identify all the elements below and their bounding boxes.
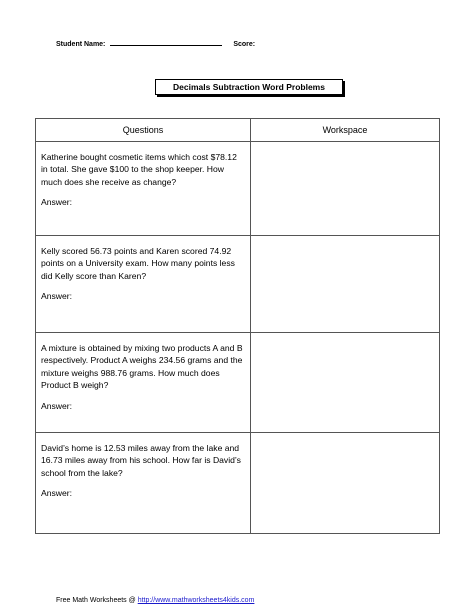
- workspace-cell[interactable]: [251, 333, 440, 433]
- question-row: [36, 333, 440, 433]
- question-text: A mixture is obtained by mixing two products A and B respectively. Product A weighs 234.56 grams and the mixture weighs 988.76 grams. How much does Product B weigh?: [41, 343, 243, 391]
- answer-label: Answer:: [41, 400, 73, 411]
- question-cell: [36, 236, 251, 333]
- worksheet-title: Decimals Subtraction Word Problems: [155, 79, 343, 95]
- question-cell: [36, 433, 251, 534]
- score-label: Score:: [233, 41, 256, 48]
- student-info-line: [56, 39, 255, 48]
- workspace-cell[interactable]: [251, 236, 440, 333]
- questions-column-header: Questions: [36, 119, 251, 142]
- answer-label: Answer:: [41, 291, 73, 302]
- question-cell: [36, 142, 251, 236]
- workspace-cell[interactable]: [251, 433, 440, 534]
- question-row: [36, 236, 440, 333]
- workspace-column-header: Workspace: [251, 119, 440, 142]
- question-text: David’s home is 12.53 miles away from the lake and 16.73 miles away from his school. How far is David’s school from the lake?: [41, 443, 241, 478]
- student-name-blank[interactable]: [110, 39, 222, 46]
- worksheet-table: [35, 118, 440, 534]
- question-row: [36, 433, 440, 534]
- question-text: Katherine bought cosmetic items which cost $78.12 in total. She gave $100 to the shop keeper. How much does she receive as change?: [41, 152, 237, 187]
- question-cell: [36, 333, 251, 433]
- footer-prefix: Free Math Worksheets @: [56, 597, 136, 604]
- question-row: [36, 142, 440, 236]
- workspace-cell[interactable]: [251, 142, 440, 236]
- answer-label: Answer:: [41, 197, 73, 208]
- student-name-label: Student Name:: [56, 41, 106, 48]
- footer-link[interactable]: http://www.mathworksheets4kids.com: [137, 597, 255, 604]
- answer-label: Answer:: [41, 488, 73, 499]
- question-text: Kelly scored 56.73 points and Karen scored 74.92 points on a University exam. How many points less did Kelly score than Karen?: [41, 246, 235, 281]
- footer: [56, 597, 254, 604]
- table-header-row: [36, 119, 440, 142]
